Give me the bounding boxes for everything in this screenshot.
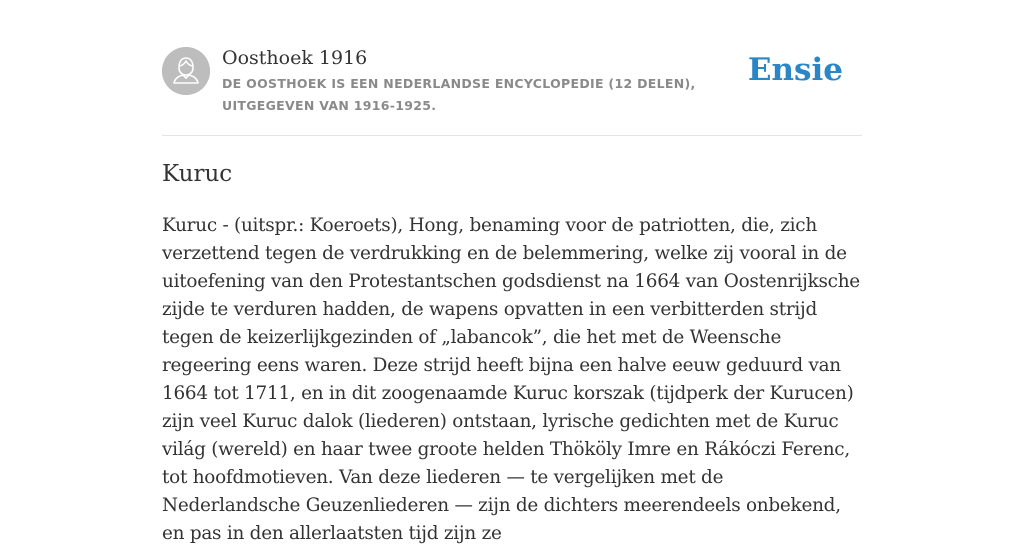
- source-description: DE OOSTHOEK IS EEN NEDERLANDSE ENCYCLOPEDIE (12 DELEN), UITGEGEVEN VAN 1916-1925.: [222, 76, 696, 113]
- user-icon[interactable]: [162, 47, 210, 95]
- ensie-logo[interactable]: Ensie: [747, 52, 843, 88]
- entry-body: Kuruc - (uitspr.: Koeroets), Hong, benaming voor de patriotten, die, zich verzettend tegen de verdrukking en de belemmering, welke zij vooral in de uitoefening van den Protestantschen godsdienst na 1664 van Oostenrijksche zijde te verduren hadden, de wapens opvatten in een verbitterden strijd tegen de keizerlijkgezinden of „labancok”, die het met de Weensche regeering eens waren. Deze strijd heeft bijna een halve eeuw geduurd van 1664 tot 1711, en in dit zoogenaamde Kuruc korszak (tijdperk der Kurucen) zijn veel Kuruc dalok (liederen) ontstaan, lyrische gedichten met de Kuruc világ (wereld) en haar twee groote helden Thököly Imre en Rákóczi Ferenc, tot hoofdmotieven. Van deze liederen — te vergelijken met de Nederlandsche Geuzenliederen — zijn de dichters meerendeels onbekend, en pas in den allerlaatsten tijd zijn ze: [162, 215, 860, 544]
- entry-title: Kuruc: [162, 161, 233, 187]
- source-header: [162, 46, 862, 136]
- source-title[interactable]: Oosthoek 1916: [222, 47, 368, 69]
- header-divider: [162, 135, 862, 136]
